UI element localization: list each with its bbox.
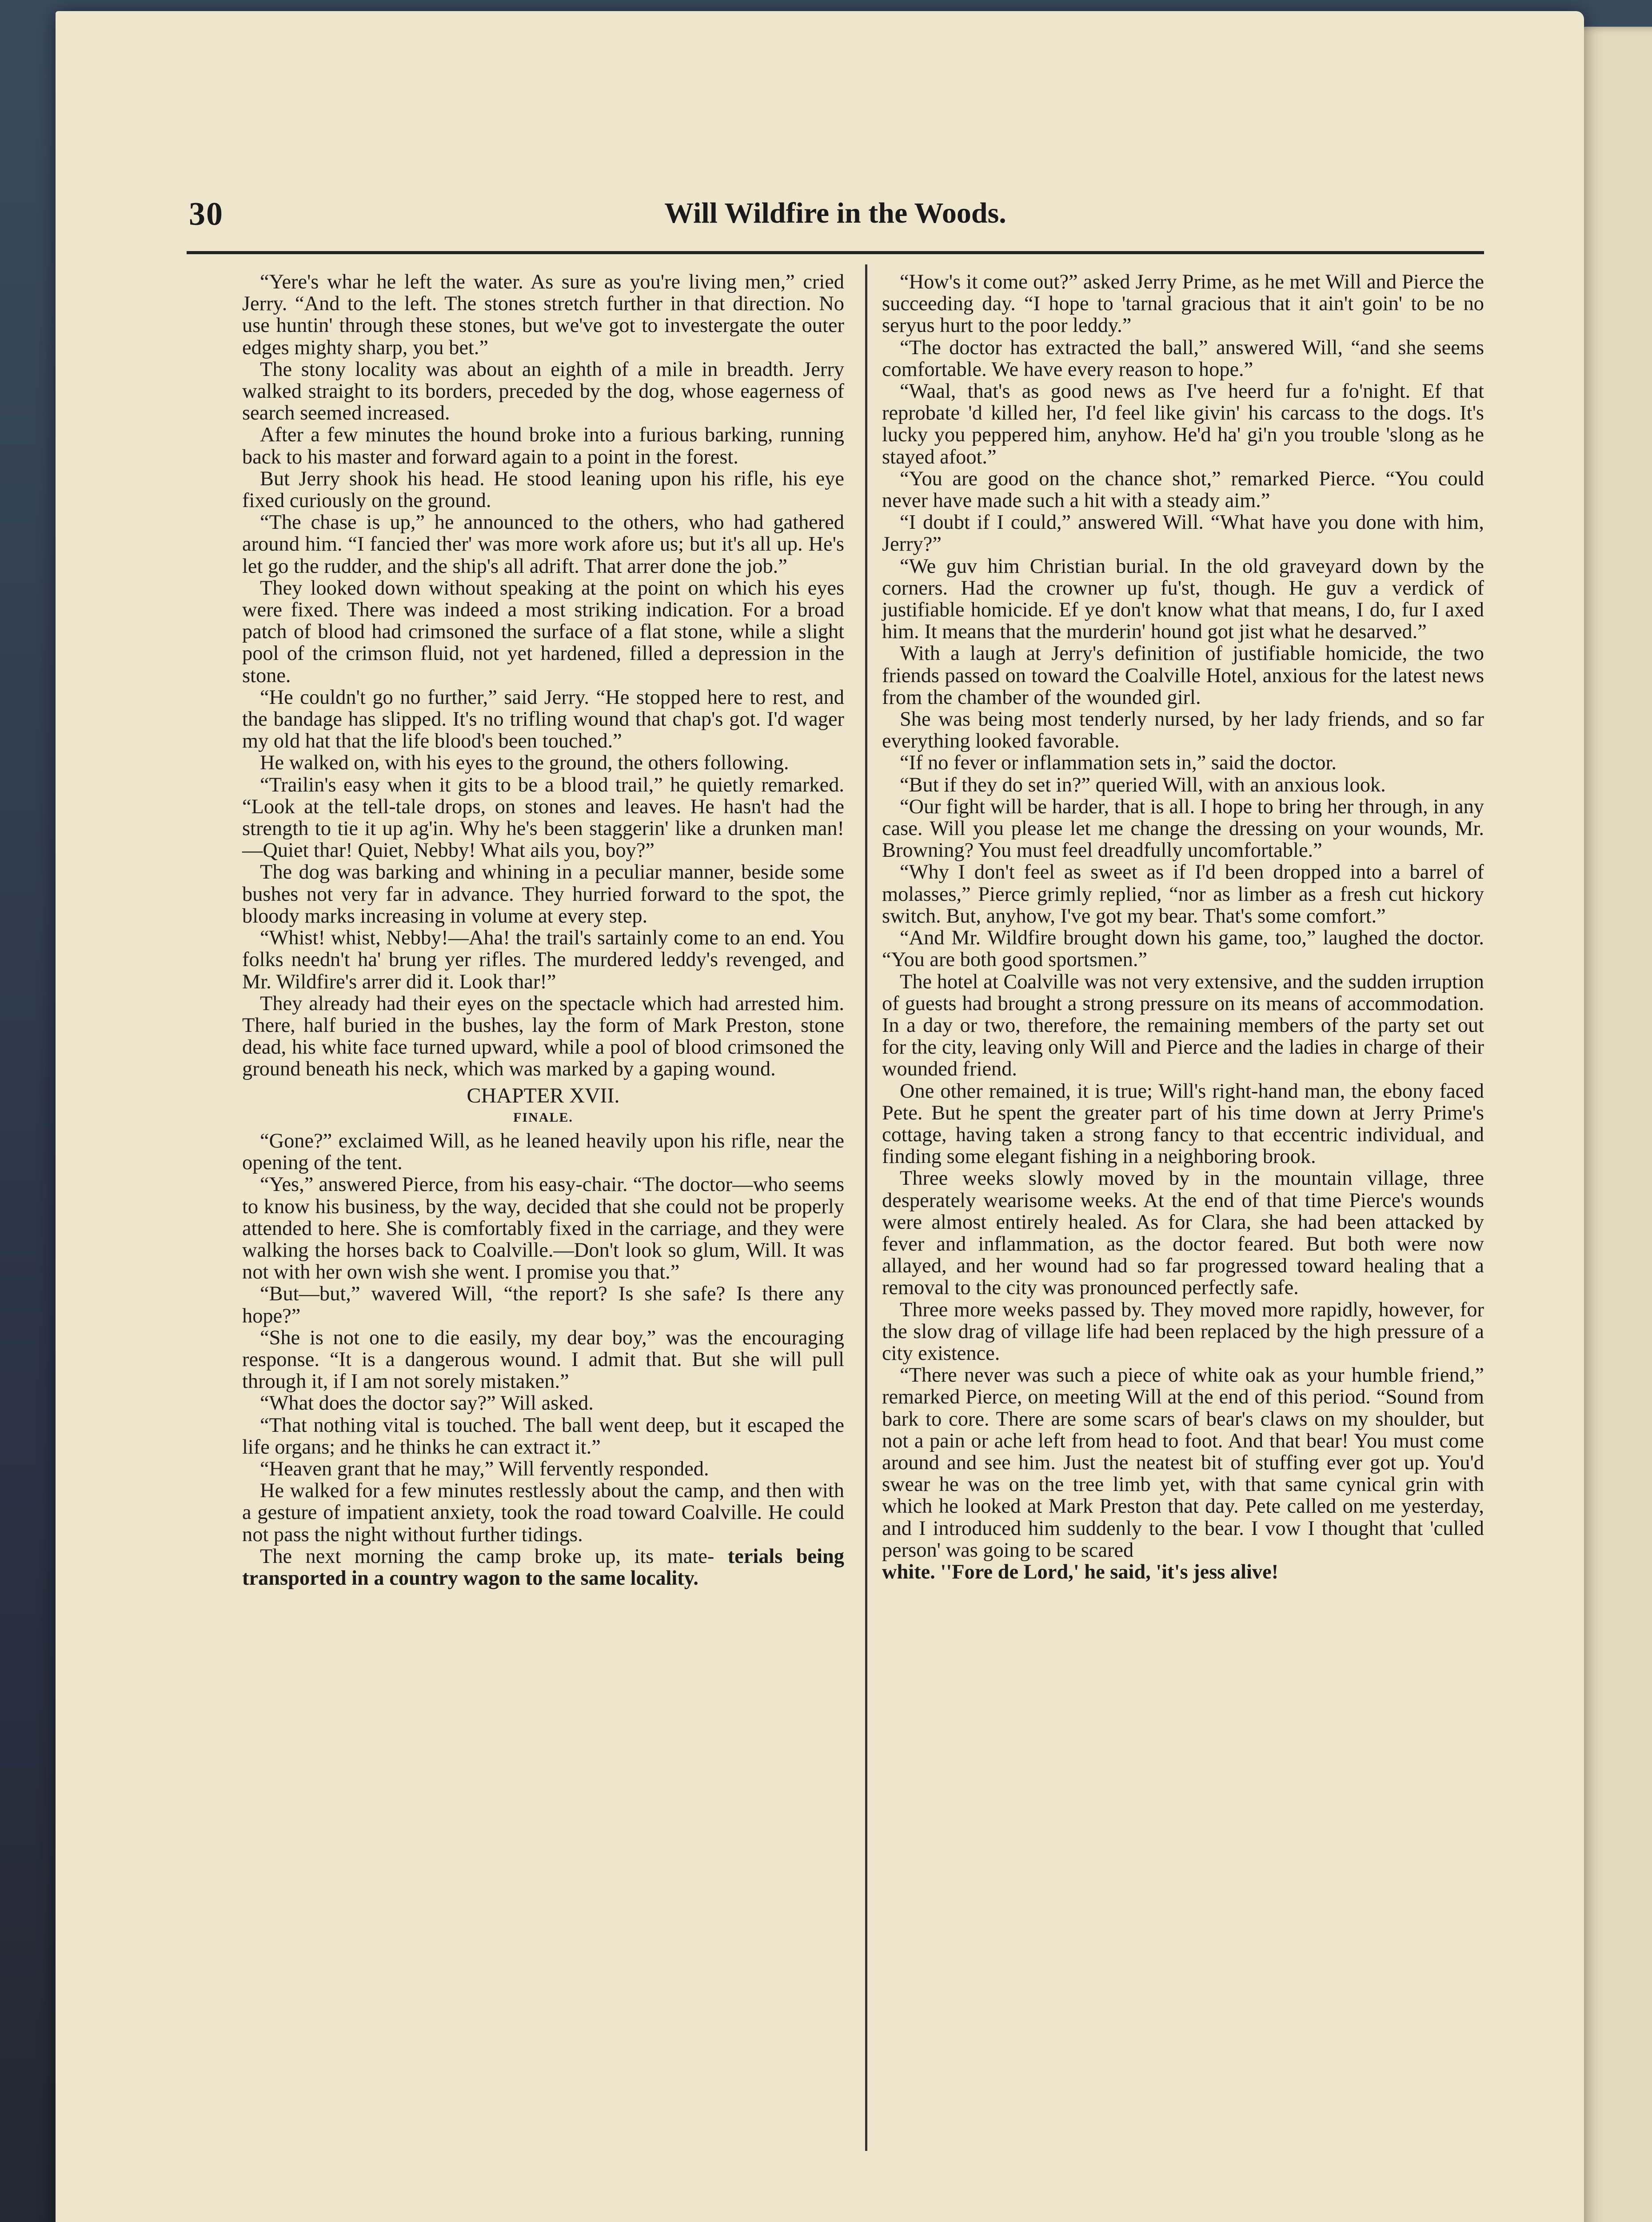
paragraph: “We guv him Christian burial. In the old graveyard down by the corners. Had the crowner up fu'st, though. He guv a verdick of justifiable homicide. Ef ye don't know what that means, I do, fur I axed him. It means that the murderin' hound got jist what he desarved.”: [882, 555, 1484, 643]
paragraph: “Gone?” exclaimed Will, as he leaned heavily upon his rifle, near the opening of the tent.: [242, 1129, 844, 1175]
page-number: 30: [189, 196, 223, 232]
paragraph: “Trailin's easy when it gits to be a blood trail,” he quietly remarked. “Look at the tell-tale drops, on stones and leaves. He hasn't had the strength to tie it up ag'in. Why he's been staggerin' like a drunken man!—Quiet thar! Quiet, Nebby! What ails you, boy?”: [242, 773, 844, 862]
paragraph: Three weeks slowly moved by in the mountain village, three desperately wearisome weeks. At the end of that time Pierce's wounds were almost entirely healed. As for Clara, she had been attacked by fever and inflammation, as the doctor feared. But both were now allayed, and her wound had so far progressed toward healing that a removal to the city was pronounced perfectly safe.: [882, 1167, 1484, 1299]
paragraph: “Heaven grant that he may,” Will fervently responded.: [260, 1457, 709, 1480]
adjacent-page-edge: [1573, 27, 1652, 2222]
running-title: Will Wildfire in the Woods.: [664, 197, 1006, 229]
paragraph: “I doubt if I could,” answered Will. “What have you done with him, Jerry?”: [882, 511, 1484, 556]
paragraph: “You are good on the chance shot,” remarked Pierce. “You could never have made such a hit with a steady aim.”: [882, 467, 1484, 512]
paragraph: With a laugh at Jerry's definition of justifiable homicide, the two friends passed on toward the Coalville Hotel, anxious for the latest news from the chamber of the wounded girl.: [882, 642, 1484, 709]
paragraph: They already had their eyes on the spectacle which had arrested him. There, half buried in the bushes, lay the form of Mark Preston, stone dead, his white face turned upward, while a pool of blood crimsoned the ground beneath his neck, which was marked by a gaping wound.: [242, 992, 844, 1081]
paragraph: “Whist! whist, Nebby!—Aha! the trail's sartainly come to an end. You folks needn't ha' brung yer rifles. The murdered leddy's revenged, and Mr. Wildfire's arrer did it. Look thar!”: [242, 927, 844, 993]
page-header: [189, 196, 1482, 236]
paragraph: Three more weeks passed by. They moved more rapidly, however, for the slow drag of village life had been replaced by the high pressure of a city existence.: [882, 1298, 1484, 1365]
paragraph: “The chase is up,” he announced to the others, who had gathered around him. “I fancied ther' was more work afore us; but it's all up. He's let go the rudder, and the ship's all adrift. That arrer done the job.”: [242, 511, 844, 578]
paragraph: She was being most tenderly nursed, by her lady friends, and so far everything looked favorable.: [882, 708, 1484, 753]
paragraph: “The doctor has extracted the ball,” answered Will, “and she seems comfortable. We have every reason to hope.”: [882, 336, 1484, 381]
left-paragraphs: [242, 271, 844, 1080]
header-rule: [187, 251, 1484, 254]
paragraph: “Our fight will be harder, that is all. I hope to bring her through, in any case. Will you please let me change the dressing on your wounds, Mr. Browning? You must feel dreadfully uncomfortable.”: [882, 795, 1484, 862]
paragraph: “Yes,” answered Pierce, from his easy-chair. “The doctor—who seems to know his business, by the way, decided that she could not be properly attended to here. She is comfortably fixed in the carriage, and they were walking the horses back to Coalville.—Don't look so glum, Will. It was not with her own wish she went. I promise you that.”: [242, 1173, 844, 1284]
paragraph: “Waal, that's as good news as I've heerd fur a fo'night. Ef that reprobate 'd killed her, I'd feel like givin' his carcass to the dogs. It's lucky you peppered him, anyhow. He'd ha' gi'n you trouble 'slong as he stayed afoot.”: [882, 380, 1484, 468]
paragraph: One other remained, it is true; Will's right-hand man, the ebony faced Pete. But he spent the greater part of his time down at Jerry Prime's cottage, having taken a strong fancy to that eccentric individual, and finding some elegant fishing in a neighboring brook.: [882, 1079, 1484, 1168]
paragraph: “But if they do set in?” queried Will, with an anxious look.: [900, 773, 1386, 796]
paragraph-start: The next morning the camp broke up, its mate-: [260, 1545, 714, 1568]
paragraph: He walked on, with his eyes to the ground, the others following.: [260, 751, 789, 775]
paragraph: “And Mr. Wildfire brought down his game, too,” laughed the doctor. “You are both good sportsmen.”: [882, 927, 1484, 971]
paragraph: “How's it come out?” asked Jerry Prime, as he met Will and Pierce the succeeding day. “I hope to 'tarnal gracious that it ain't goin' to be no seryus hurt to the poor leddy.”: [882, 271, 1484, 337]
chapter-title: CHAPTER XVII.: [467, 1083, 620, 1107]
paragraph: “But—but,” wavered Will, “the report? Is she safe? Is there any hope?”: [242, 1283, 844, 1327]
paragraph: “What does the doctor say?” Will asked.: [260, 1392, 594, 1415]
last-line: white. ''Fore de Lord,' he said, 'it's jess alive!: [882, 1560, 1279, 1583]
paragraph: “That nothing vital is touched. The ball went deep, but it escaped the life organs; and he thinks he can extract it.”: [242, 1414, 844, 1459]
right-column: [882, 271, 1484, 1583]
paragraph: “Yere's whar he left the water. As sure as you're living men,” cried Jerry. “And to the left. The stones stretch further in that direction. No use huntin' through these stones, but we've got to investergate the outer edges mighty sharp, you bet.”: [242, 271, 844, 359]
paragraph-bold-tail: terials being transported in a country wagon to the same locality.: [242, 1545, 844, 1590]
paragraph: They looked down without speaking at the point on which his eyes were fixed. There was indeed a most striking indication. For a broad patch of blood had crimsoned the surface of a flat stone, while a slight pool of the crimson fluid, not yet hardened, filled a depression in the stone.: [242, 576, 844, 687]
paragraph: “Why I don't feel as sweet as if I'd been dropped into a barrel of molasses,” Pierce grimly replied, “nor as limber as a fresh cut hickory switch. But, anyhow, I've got my bear. That's some comfort.”: [882, 861, 1484, 927]
paragraph: “He couldn't go no further,” said Jerry. “He stopped here to rest, and the bandage has slipped. It's no trifling wound that chap's got. I'd wager my old hat that the life blood's been touched.”: [242, 686, 844, 753]
paragraph: The dog was barking and whining in a peculiar manner, beside some bushes not very far in advance. They hurried forward to the spot, the bloody marks increasing in volume at every step.: [242, 861, 844, 927]
paragraph: “If no fever or inflammation sets in,” said the doctor.: [900, 751, 1337, 775]
chapter-subtitle: FINALE.: [513, 1110, 573, 1125]
left-column: [242, 271, 844, 1589]
left-paragraphs-after: [242, 1130, 844, 1546]
right-paragraphs: [882, 271, 1484, 1561]
paragraph: He walked for a few minutes restlessly about the camp, and then with a gesture of impatient anxiety, took the road toward Coalville. He could not pass the night without further tidings.: [242, 1479, 844, 1546]
paragraph: [242, 1546, 844, 1589]
paragraph: But Jerry shook his head. He stood leaning upon his rifle, his eye fixed curiously on the ground.: [242, 467, 844, 512]
paragraph: After a few minutes the hound broke into a furious barking, running back to his master and forward again to a point in the forest.: [242, 424, 844, 468]
paragraph: The stony locality was about an eighth of a mile in breadth. Jerry walked straight to its borders, preceded by the dog, whose eagerness of search seemed increased.: [242, 358, 844, 425]
column-divider: [865, 264, 867, 2151]
paragraph: “She is not one to die easily, my dear boy,” was the encouraging response. “It is a dangerous wound. I admit that. But she will pull through it, if I am not sorely mistaken.”: [242, 1326, 844, 1393]
paragraph: The hotel at Coalville was not very extensive, and the sudden irruption of guests had brought a strong pressure on its means of accommodation. In a day or two, therefore, the remaining members of the party set out for the city, leaving only Will and Pierce and the ladies in charge of their wounded friend.: [882, 970, 1484, 1081]
paragraph: “There never was such a piece of white oak as your humble friend,” remarked Pierce, on meeting Will at the end of this period. “Sound from bark to core. There are some scars of bear's claws on my shoulder, but not a pain or ache left from head to foot. And that bear! You must come around and see him. Just the neatest bit of stuffing ever got up. You'd swear he was on the tree limb yet, with that same cynical grin with which he looked at Mark Preston that day. Pete called on me yesterday, and I introduced him suddenly to the bear. I vow I thought that 'culled person' was going to be scared: [882, 1364, 1484, 1562]
